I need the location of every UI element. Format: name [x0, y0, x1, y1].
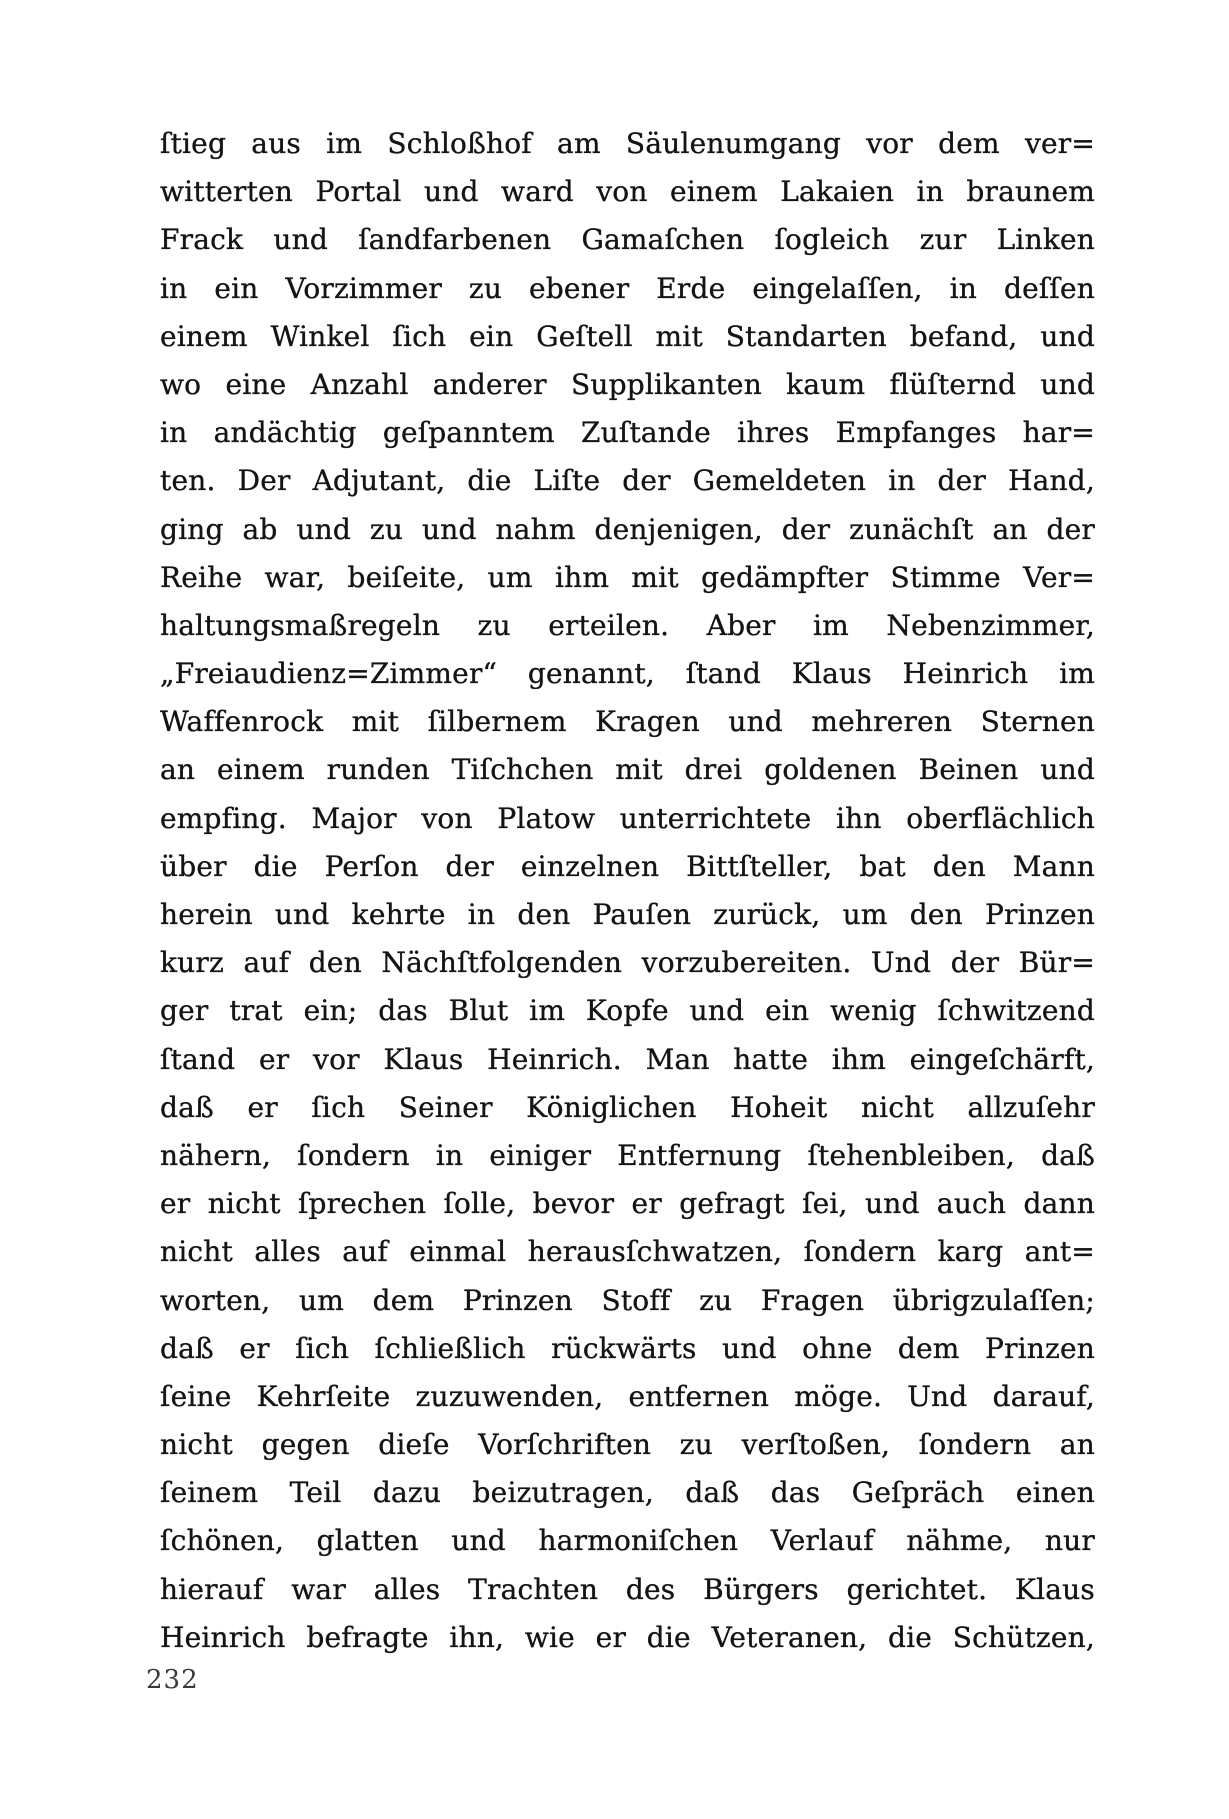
- text-line: ger trat ein; das Blut im Kopfe und ein wenig ſchwitzend: [160, 994, 1095, 1028]
- text-line: herein und kehrte in den Pauſen zurück, um den Prinzen: [160, 898, 1095, 931]
- text-line: haltungsmaßregeln zu erteilen. Aber im Nebenzimmer,: [160, 608, 1095, 642]
- text-line: Reihe war, beiſeite, um ihm mit gedämpfter Stimme Ver=: [160, 560, 1095, 594]
- text-line: daß er ſich ſchließlich rückwärts und ohne dem Prinzen: [160, 1331, 1095, 1365]
- text-line: wo eine Anzahl anderer Supplikanten kaum flüſternd und: [160, 367, 1095, 401]
- text-line: „Freiaudienz=Zimmer“ genannt, ſtand Klaus Heinrich im: [160, 657, 1095, 691]
- text-line: nicht alles auf einmal herausſchwatzen, ſondern karg ant=: [160, 1235, 1095, 1269]
- text-line: ging ab und zu und nahm denjenigen, der zunächſt an der: [160, 512, 1095, 546]
- text-line: über die Perſon der einzelnen Bittſteller, bat den Mann: [160, 849, 1095, 883]
- text-line: worten, um dem Prinzen Stoff zu Fragen übrigzulaſſen;: [160, 1283, 1095, 1317]
- text-line: Frack und ſandfarbenen Gamaſchen ſogleich zur Linken: [160, 223, 1095, 257]
- text-line: ſtand er vor Klaus Heinrich. Man hatte ihm eingeſchärft,: [160, 1042, 1095, 1076]
- text-line: ten. Der Adjutant, die Liſte der Gemeldeten in der Hand,: [160, 464, 1095, 498]
- text-line: kurz auf den Nächſtfolgenden vorzubereiten. Und der Bür=: [160, 946, 1095, 980]
- text-line: in ein Vorzimmer zu ebener Erde eingelaſſen, in deſſen: [160, 271, 1095, 305]
- page-number: 232: [146, 1665, 199, 1695]
- text-line: nicht gegen dieſe Vorſchriften zu verſtoßen, ſondern an: [160, 1428, 1095, 1462]
- text-line: ſchönen, glatten und harmoniſchen Verlauf nähme, nur: [160, 1524, 1095, 1558]
- body-text: [160, 120, 1095, 1662]
- text-line: in andächtig geſpanntem Zuſtande ihres Empfanges har=: [160, 416, 1095, 450]
- text-line: er nicht ſprechen ſolle, bevor er gefragt ſei, und auch dann: [160, 1187, 1095, 1221]
- text-line: Heinrich befragte ihn, wie er die Veteranen, die Schützen,: [160, 1620, 1095, 1654]
- text-line: empfing. Major von Platow unterrichtete ihn oberflächlich: [160, 801, 1095, 835]
- text-line: ſeinem Teil dazu beizutragen, daß das Geſpräch einen: [160, 1476, 1095, 1510]
- text-line: daß er ſich Seiner Königlichen Hoheit nicht allzuſehr: [160, 1090, 1095, 1124]
- text-line: ſeine Kehrſeite zuzuwenden, entfernen möge. Und darauf,: [160, 1379, 1095, 1413]
- text-line: ſtieg aus im Schloßhof am Säulenumgang vor dem ver=: [160, 127, 1095, 160]
- text-line: hierauf war alles Trachten des Bürgers gerichtet. Klaus: [160, 1572, 1095, 1606]
- text-line: witterten Portal und ward von einem Lakaien in braunem: [160, 175, 1095, 209]
- text-line: Waffenrock mit ſilbernem Kragen und mehreren Sternen: [160, 705, 1095, 739]
- text-line: an einem runden Tiſchchen mit drei goldenen Beinen und: [160, 753, 1095, 787]
- text-line: nähern, ſondern in einiger Entfernung ſtehenbleiben, daß: [160, 1138, 1095, 1172]
- text-line: einem Winkel ſich ein Geſtell mit Standarten befand, und: [160, 319, 1095, 353]
